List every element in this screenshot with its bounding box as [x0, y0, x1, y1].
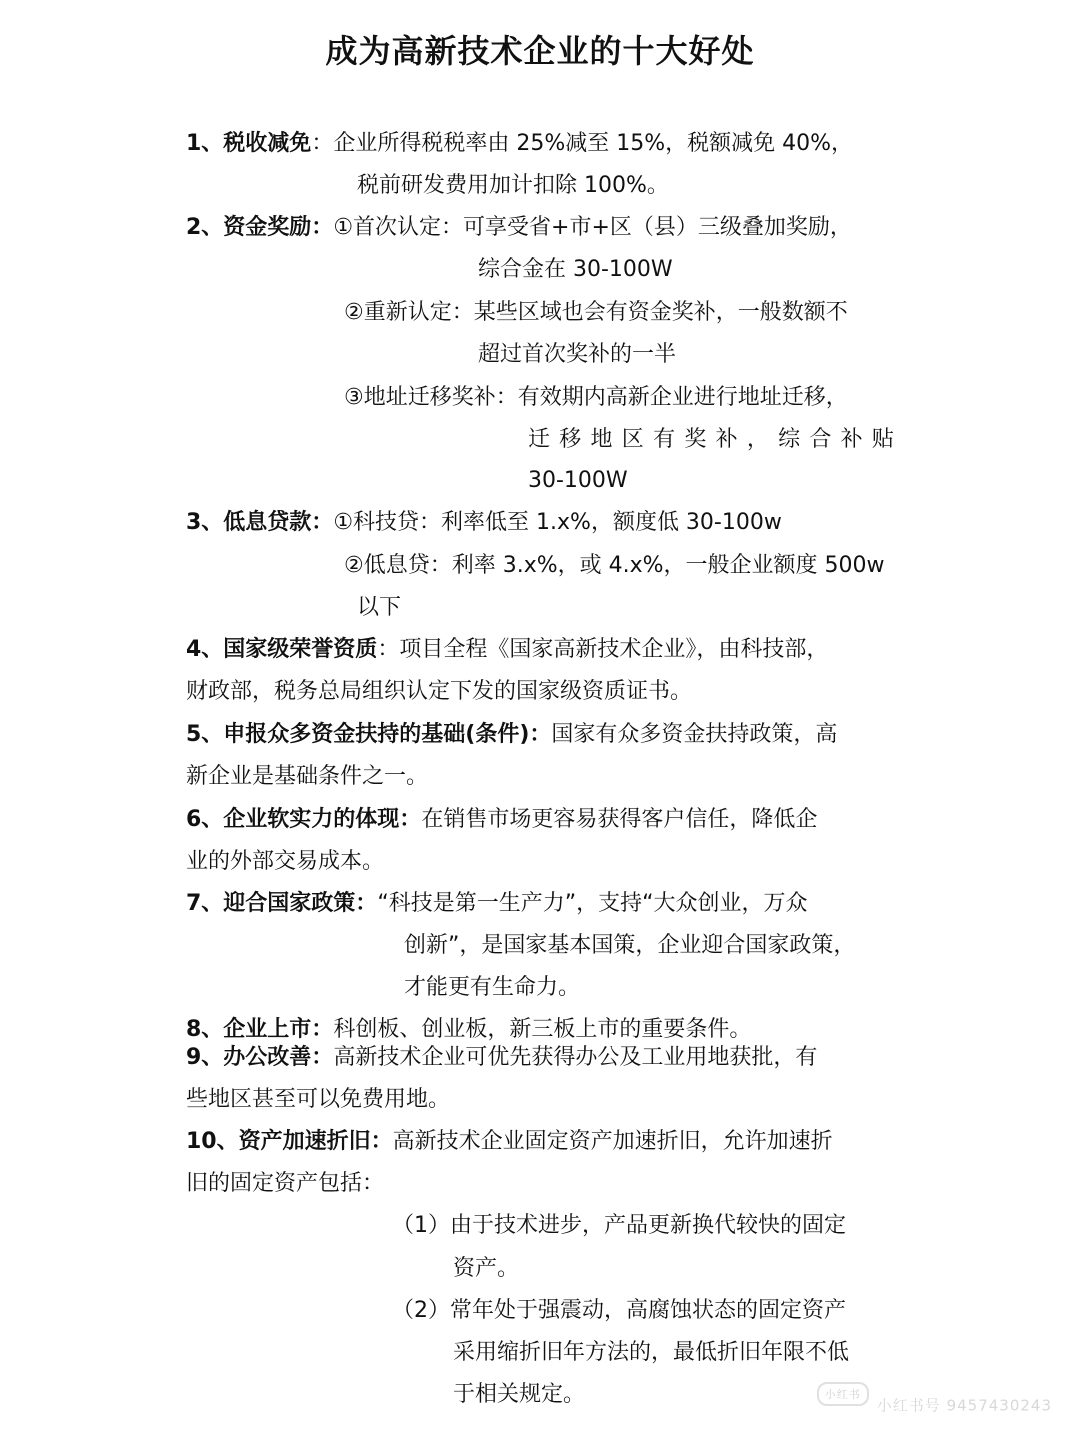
- item-2-sub-1-cont: 综合金在 30-100W: [478, 257, 673, 282]
- item-9-text: 高新技术企业可优先获得办公及工业用地获批，有: [333, 1045, 818, 1070]
- item-3-sub-2-cont: 以下: [357, 595, 402, 620]
- item-10-sub-2-cont-2: 于相关规定。: [453, 1382, 586, 1407]
- item-3-sub-2: ②低息贷：利率 3.x%，或 4.x%，一般企业额度 500w: [344, 553, 885, 578]
- item-5-line-1: [186, 720, 837, 750]
- item-2-sub-2: ②重新认定：某些区域也会有资金奖补，一般数额不: [344, 300, 848, 325]
- item-3-line-1: [186, 508, 782, 538]
- item-2-sub-1: ①首次认定：可享受省+市+区（县）三级叠加奖励，: [333, 215, 852, 240]
- item-4-line-2: 财政部，税务总局组织认定下发的国家级资质证书。: [186, 679, 693, 704]
- item-7-text: “科技是第一生产力”，支持“大众创业，万众: [377, 891, 808, 916]
- item-1-line-2: 税前研发费用加计扣除 100%。: [357, 173, 669, 198]
- item-8-label: 8、企业上市：: [186, 1017, 334, 1042]
- item-10-line-2: 旧的固定资产包括：: [186, 1171, 385, 1196]
- item-10-sub-1-cont: 资产。: [453, 1256, 520, 1281]
- item-2-sub-3-amount: 30-100W: [528, 468, 628, 493]
- item-6-text: 在销售市场更容易获得客户信任，降低企: [421, 807, 818, 832]
- item-2-label: 2、资金奖励：: [186, 215, 334, 240]
- item-2-sub-2-cont: 超过首次奖补的一半: [478, 342, 677, 367]
- watermark: [817, 1388, 1052, 1418]
- watermark-text: 小红书号 9457430243: [876, 1396, 1052, 1415]
- item-10-label: 10、资产加速折旧：: [186, 1129, 393, 1154]
- item-8-line-1: [186, 1015, 751, 1045]
- item-3-sub-1: ①科技贷：利率低至 1.x%，额度低 30-100w: [333, 510, 782, 535]
- item-7-line-3: 才能更有生命力。: [404, 975, 581, 1000]
- item-5-line-2: 新企业是基础条件之一。: [186, 764, 429, 789]
- xiaohongshu-logo-icon: 小红书: [817, 1382, 869, 1406]
- item-3-label: 3、低息贷款：: [186, 510, 334, 535]
- item-7-line-1: [186, 889, 808, 919]
- item-4-label: 4、国家级荣誉资质: [186, 637, 378, 662]
- item-10-sub-2-cont: 采用缩折旧年方法的，最低折旧年限不低: [453, 1340, 850, 1365]
- item-5-text: 国家有众多资金扶持政策，高: [551, 722, 838, 747]
- item-4-text: ：项目全程《国家高新技术企业》，由科技部，: [377, 637, 829, 662]
- item-10-sub-2: （2）常年处于强震动，高腐蚀状态的固定资产: [392, 1298, 846, 1323]
- item-9-line-2: 些地区甚至可以免费用地。: [186, 1087, 451, 1112]
- item-7-label: 7、迎合国家政策：: [186, 891, 378, 916]
- item-1-label: 1、税收减免: [186, 131, 312, 156]
- item-9-line-1: [186, 1043, 817, 1073]
- item-10-sub-1: （1）由于技术进步，产品更新换代较快的固定: [392, 1213, 846, 1238]
- item-1-text: 企业所得税税率由 25%减至 15%，税额减免 40%，: [333, 131, 854, 156]
- item-4-line-1: [186, 635, 828, 665]
- item-6-label: 6、企业软实力的体现：: [186, 807, 422, 832]
- item-7-line-2: 创新”，是国家基本国策，企业迎合国家政策，: [404, 933, 856, 958]
- item-6-line-1: [186, 805, 817, 835]
- item-6-line-2: 业的外部交易成本。: [186, 849, 385, 874]
- page-title: 成为高新技术企业的十大好处: [325, 32, 755, 70]
- item-9-label: 9、办公改善：: [186, 1045, 334, 1070]
- item-8-text: 科创板、创业板，新三板上市的重要条件。: [333, 1017, 752, 1042]
- item-2-line-1: [186, 213, 852, 243]
- item-10-line-1: [186, 1127, 833, 1157]
- item-1-line-1: 1、税收减免：企业所得税税率由 25%减至 15%，税额减免 40%，: [186, 131, 854, 156]
- item-2-sub-3: ③地址迁移奖补：有效期内高新企业进行地址迁移，: [344, 385, 848, 410]
- item-5-label: 5、申报众多资金扶持的基础(条件)：: [186, 722, 552, 747]
- item-10-text: 高新技术企业固定资产加速折旧，允许加速折: [392, 1129, 833, 1154]
- item-2-sub-3-cont: 迁 移 地 区 有 奖 补 ， 综 合 补 贴: [528, 427, 894, 452]
